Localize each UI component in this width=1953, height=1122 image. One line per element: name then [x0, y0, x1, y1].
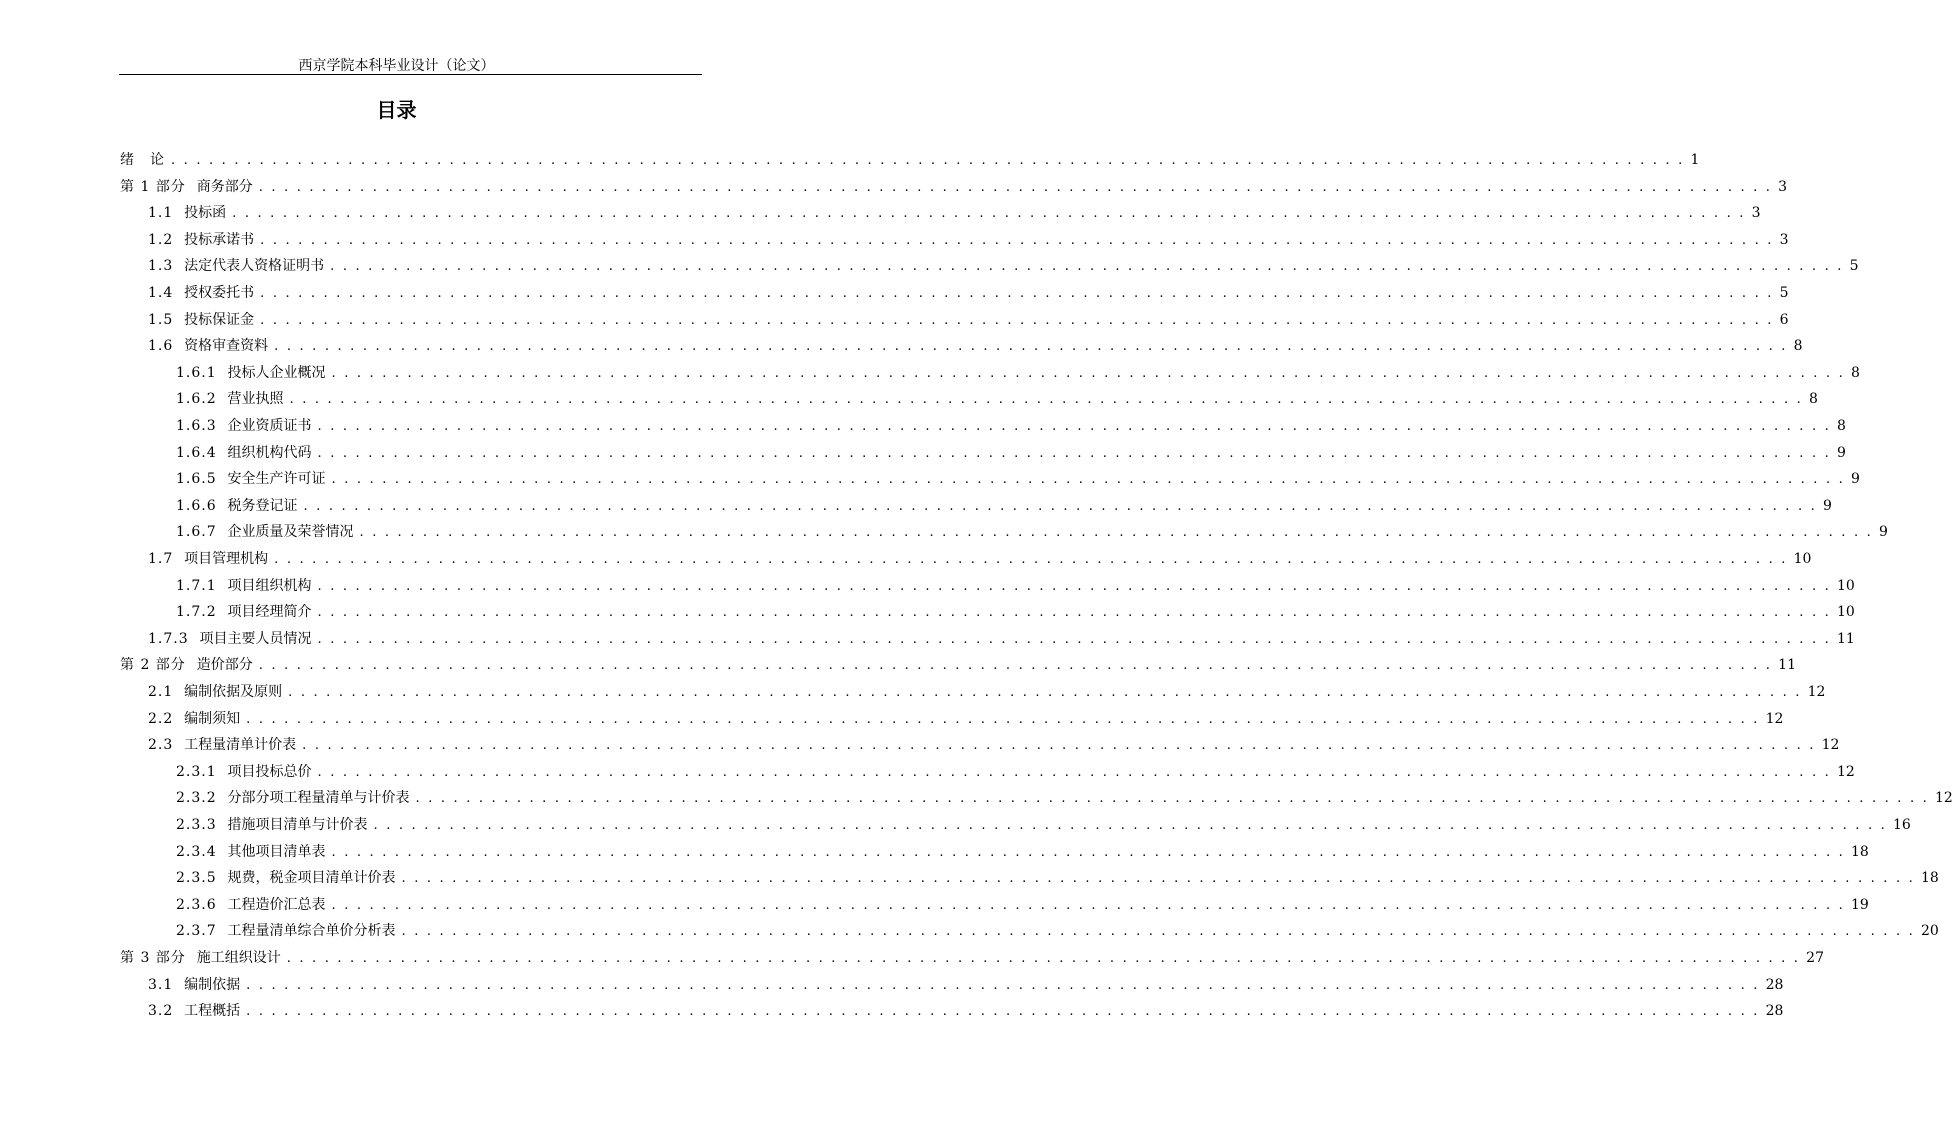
- toc-entry-number: 2.3.2: [176, 790, 228, 807]
- toc-entry-number: 绪 论: [120, 152, 165, 168]
- toc-entry[interactable]: [176, 840, 1869, 864]
- toc-entry[interactable]: [120, 653, 1796, 677]
- toc-entry[interactable]: [148, 228, 1789, 252]
- toc-entry-label: 项目主要人员情况: [199, 630, 312, 647]
- toc-entry-label: 组织机构代码: [227, 444, 312, 461]
- header-rule: [119, 74, 702, 75]
- toc-entry-number: 1.7: [148, 551, 185, 567]
- toc-entry[interactable]: [176, 866, 1939, 890]
- running-header-text: 西京学院本科毕业设计（论文）: [298, 58, 495, 74]
- toc-entry[interactable]: [176, 467, 1860, 491]
- toc-entry-number: 1.6.7: [176, 524, 228, 541]
- toc-entry-number: 1.5: [148, 311, 185, 328]
- toc-entry-label: 造价部分: [196, 657, 253, 674]
- dot-leader: . . . . . . . . . . . . . . . . . . . . . . . . . . . . . . . . . . . . . . . . . . . . . . . . . . . . . . . . . . . . . . . . . . . . . . . . . . . . . . . . . . . . . . . . . . . . . . . . . . . . . . . . . . . . . . . . . . . . . . . .: [246, 1004, 1760, 1020]
- toc-entry-page-number: 5: [1779, 285, 1789, 301]
- toc-entry[interactable]: [176, 494, 1832, 518]
- toc-entry-number: 1.6.3: [176, 418, 228, 434]
- toc-entry[interactable]: [148, 707, 1784, 731]
- toc-entry-number: 2.3.1: [176, 763, 228, 780]
- toc-entry-page-number: 19: [1850, 896, 1869, 913]
- toc-entry[interactable]: [148, 334, 1803, 358]
- toc-entry-number: 第 3 部分: [120, 950, 197, 966]
- toc-entry-page-number: 10: [1793, 551, 1812, 567]
- dot-leader: . . . . . . . . . . . . . . . . . . . . . . . . . . . . . . . . . . . . . . . . . . . . . . . . . . . . . . . . . . . . . . . . . . . . . . . . . . . . . . . . . . . . . . . . . . . . . . . . . . . . . . . . . . . . . . . . . . . . . . . .: [401, 924, 1915, 940]
- toc-entry-label: 投标承诺书: [184, 231, 255, 248]
- toc-entry-number: 1.3: [148, 258, 185, 275]
- toc-entry[interactable]: [176, 813, 1911, 837]
- toc-entry-number: 3.2: [148, 1003, 185, 1020]
- dot-leader: . . . . . . . . . . . . . . . . . . . . . . . . . . . . . . . . . . . . . . . . . . . . . . . . . . . . . . . . . . . . . . . . . . . . . . . . . . . . . . . . . . . . . . . . . . . . . . . . . . . . . . . . . . . . . . . . . . . . . . . .: [260, 312, 1774, 328]
- toc-entry-label: 工程概括: [184, 1003, 241, 1020]
- toc-entry-label: 营业执照: [227, 391, 284, 408]
- toc-entry-number: 1.6.4: [176, 444, 228, 461]
- dot-leader: . . . . . . . . . . . . . . . . . . . . . . . . . . . . . . . . . . . . . . . . . . . . . . . . . . . . . . . . . . . . . . . . . . . . . . . . . . . . . . . . . . . . . . . . . . . . . . . . . . . . . . . . . . . . . . . . . . . . . . . .: [258, 179, 1773, 195]
- toc-entry-label: 工程造价汇总表: [227, 896, 326, 913]
- dot-leader: . . . . . . . . . . . . . . . . . . . . . . . . . . . . . . . . . . . . . . . . . . . . . . . . . . . . . . . . . . . . . . . . . . . . . . . . . . . . . . . . . . . . . . . . . . . . . . . . . . . . . . . . . . . . . . . . . . . . . . . .: [171, 153, 1685, 168]
- toc-entry-page-number: 9: [1850, 471, 1860, 488]
- dot-leader: . . . . . . . . . . . . . . . . . . . . . . . . . . . . . . . . . . . . . . . . . . . . . . . . . . . . . . . . . . . . . . . . . . . . . . . . . . . . . . . . . . . . . . . . . . . . . . . . . . . . . . . . . . . . . . . . . . . . . . . .: [331, 897, 1845, 913]
- toc-entry[interactable]: [176, 520, 1888, 544]
- toc-entry[interactable]: [148, 733, 1840, 757]
- toc-entry[interactable]: [148, 627, 1855, 651]
- toc-entry[interactable]: [176, 786, 1953, 810]
- toc-entry-number: 2.2: [148, 710, 185, 727]
- toc-entry-number: 1.2: [148, 231, 185, 248]
- toc-entry-label: 工程量清单综合单价分析表: [227, 923, 396, 940]
- toc-entry-page-number: 9: [1878, 524, 1888, 541]
- dot-leader: . . . . . . . . . . . . . . . . . . . . . . . . . . . . . . . . . . . . . . . . . . . . . . . . . . . . . . . . . . . . . . . . . . . . . . . . . . . . . . . . . . . . . . . . . . . . . . . . . . . . . . . . . . . . . . . . . . . . . . . .: [302, 738, 1816, 754]
- toc-entry-page-number: 20: [1920, 923, 1939, 940]
- dot-leader: . . . . . . . . . . . . . . . . . . . . . . . . . . . . . . . . . . . . . . . . . . . . . . . . . . . . . . . . . . . . . . . . . . . . . . . . . . . . . . . . . . . . . . . . . . . . . . . . . . . . . . . . . . . . . . . . . . . . . . . .: [260, 232, 1774, 248]
- dot-leader: . . . . . . . . . . . . . . . . . . . . . . . . . . . . . . . . . . . . . . . . . . . . . . . . . . . . . . . . . . . . . . . . . . . . . . . . . . . . . . . . . . . . . . . . . . . . . . . . . . . . . . . . . . . . . . . . . . . . . . . .: [331, 844, 1845, 860]
- dot-leader: . . . . . . . . . . . . . . . . . . . . . . . . . . . . . . . . . . . . . . . . . . . . . . . . . . . . . . . . . . . . . . . . . . . . . . . . . . . . . . . . . . . . . . . . . . . . . . . . . . . . . . . . . . . . . . . . . . . . . . . .: [232, 206, 1746, 222]
- toc-entry[interactable]: [176, 600, 1855, 624]
- toc-entry-page-number: 16: [1892, 817, 1911, 833]
- toc-entry-number: 1.1: [148, 205, 185, 222]
- toc-entry-page-number: 12: [1765, 710, 1784, 727]
- toc-entry-page-number: 12: [1836, 763, 1855, 780]
- dot-leader: . . . . . . . . . . . . . . . . . . . . . . . . . . . . . . . . . . . . . . . . . . . . . . . . . . . . . . . . . . . . . . . . . . . . . . . . . . . . . . . . . . . . . . . . . . . . . . . . . . . . . . . . . . . . . . . . . . . . . . . .: [415, 791, 1929, 807]
- toc-entry-number: 2.3.5: [176, 870, 228, 887]
- toc-entry[interactable]: [176, 441, 1846, 465]
- toc-entry[interactable]: [148, 254, 1859, 278]
- toc-entry-label: 其他项目清单表: [227, 843, 326, 860]
- page-title: 目录: [376, 98, 417, 122]
- toc-entry-label: 商务部分: [196, 178, 253, 195]
- toc-entry[interactable]: [148, 973, 1784, 997]
- dot-leader: . . . . . . . . . . . . . . . . . . . . . . . . . . . . . . . . . . . . . . . . . . . . . . . . . . . . . . . . . . . . . . . . . . . . . . . . . . . . . . . . . . . . . . . . . . . . . . . . . . . . . . . . . . . . . . . . . . . . . . . .: [331, 365, 1845, 381]
- dot-leader: . . . . . . . . . . . . . . . . . . . . . . . . . . . . . . . . . . . . . . . . . . . . . . . . . . . . . . . . . . . . . . . . . . . . . . . . . . . . . . . . . . . . . . . . . . . . . . . . . . . . . . . . . . . . . . . . . . . . . . . .: [260, 286, 1774, 301]
- dot-leader: . . . . . . . . . . . . . . . . . . . . . . . . . . . . . . . . . . . . . . . . . . . . . . . . . . . . . . . . . . . . . . . . . . . . . . . . . . . . . . . . . . . . . . . . . . . . . . . . . . . . . . . . . . . . . . . . . . . . . . . .: [373, 818, 1887, 833]
- toc-entry[interactable]: [120, 175, 1788, 199]
- dot-leader: . . . . . . . . . . . . . . . . . . . . . . . . . . . . . . . . . . . . . . . . . . . . . . . . . . . . . . . . . . . . . . . . . . . . . . . . . . . . . . . . . . . . . . . . . . . . . . . . . . . . . . . . . . . . . . . . . . . . . . . .: [274, 339, 1788, 355]
- dot-leader: . . . . . . . . . . . . . . . . . . . . . . . . . . . . . . . . . . . . . . . . . . . . . . . . . . . . . . . . . . . . . . . . . . . . . . . . . . . . . . . . . . . . . . . . . . . . . . . . . . . . . . . . . . . . . . . . . . . . . . . .: [288, 685, 1802, 700]
- toc-entry-page-number: 3: [1779, 231, 1789, 248]
- toc-entry-page-number: 10: [1836, 577, 1855, 594]
- toc-entry-label: 投标函: [184, 205, 227, 222]
- toc-entry-number: 2.3.3: [176, 817, 228, 833]
- dot-leader: . . . . . . . . . . . . . . . . . . . . . . . . . . . . . . . . . . . . . . . . . . . . . . . . . . . . . . . . . . . . . . . . . . . . . . . . . . . . . . . . . . . . . . . . . . . . . . . . . . . . . . . . . . . . . . . . . . . . . . . .: [289, 392, 1803, 408]
- toc-entry[interactable]: [176, 414, 1846, 438]
- dot-leader: . . . . . . . . . . . . . . . . . . . . . . . . . . . . . . . . . . . . . . . . . . . . . . . . . . . . . . . . . . . . . . . . . . . . . . . . . . . . . . . . . . . . . . . . . . . . . . . . . . . . . . . . . . . . . . . . . . . . . . . .: [317, 445, 1831, 461]
- toc-entry-number: 1.6.1: [176, 364, 228, 381]
- toc-entry-label: 法定代表人资格证明书: [184, 258, 325, 275]
- toc-entry-label: 企业质量及荣誉情况: [227, 524, 354, 541]
- toc-entry-page-number: 18: [1920, 870, 1939, 887]
- dot-leader: . . . . . . . . . . . . . . . . . . . . . . . . . . . . . . . . . . . . . . . . . . . . . . . . . . . . . . . . . . . . . . . . . . . . . . . . . . . . . . . . . . . . . . . . . . . . . . . . . . . . . . . . . . . . . . . . . . . . . . . .: [317, 764, 1831, 780]
- toc-entry[interactable]: [176, 574, 1855, 598]
- toc-entry-label: 措施项目清单与计价表: [227, 817, 368, 833]
- toc-entry[interactable]: [176, 893, 1869, 917]
- toc-entry-label: 编制依据及原则: [184, 684, 283, 700]
- dot-leader: . . . . . . . . . . . . . . . . . . . . . . . . . . . . . . . . . . . . . . . . . . . . . . . . . . . . . . . . . . . . . . . . . . . . . . . . . . . . . . . . . . . . . . . . . . . . . . . . . . . . . . . . . . . . . . . . . . . . . . . .: [246, 711, 1760, 727]
- dot-leader: . . . . . . . . . . . . . . . . . . . . . . . . . . . . . . . . . . . . . . . . . . . . . . . . . . . . . . . . . . . . . . . . . . . . . . . . . . . . . . . . . . . . . . . . . . . . . . . . . . . . . . . . . . . . . . . . . . . . . . . .: [317, 631, 1831, 647]
- toc-entry-page-number: 11: [1778, 657, 1796, 674]
- dot-leader: . . . . . . . . . . . . . . . . . . . . . . . . . . . . . . . . . . . . . . . . . . . . . . . . . . . . . . . . . . . . . . . . . . . . . . . . . . . . . . . . . . . . . . . . . . . . . . . . . . . . . . . . . . . . . . . . . . . . . . . .: [258, 658, 1773, 674]
- toc-entry-page-number: 12: [1934, 790, 1953, 807]
- dot-leader: . . . . . . . . . . . . . . . . . . . . . . . . . . . . . . . . . . . . . . . . . . . . . . . . . . . . . . . . . . . . . . . . . . . . . . . . . . . . . . . . . . . . . . . . . . . . . . . . . . . . . . . . . . . . . . . . . . . . . . . .: [317, 419, 1831, 434]
- toc-entry-number: 2.3: [148, 737, 185, 754]
- toc-entry-label: 授权委托书: [184, 285, 255, 301]
- toc-entry-number: 2.1: [148, 684, 185, 700]
- toc-entry-label: 项目管理机构: [184, 551, 269, 567]
- toc-entry-page-number: 1: [1690, 152, 1700, 168]
- dot-leader: . . . . . . . . . . . . . . . . . . . . . . . . . . . . . . . . . . . . . . . . . . . . . . . . . . . . . . . . . . . . . . . . . . . . . . . . . . . . . . . . . . . . . . . . . . . . . . . . . . . . . . . . . . . . . . . . . . . . . . . .: [274, 552, 1788, 567]
- toc-entry-label: 分部分项工程量清单与计价表: [227, 790, 410, 807]
- toc-entry-label: 投标保证金: [184, 311, 255, 328]
- toc-entry[interactable]: [148, 201, 1761, 225]
- toc-entry[interactable]: [176, 919, 1939, 943]
- toc-entry-number: 第 1 部分: [120, 178, 197, 195]
- toc-entry-page-number: 27: [1806, 950, 1824, 966]
- toc-entry-number: 3.1: [148, 976, 185, 993]
- dot-leader: . . . . . . . . . . . . . . . . . . . . . . . . . . . . . . . . . . . . . . . . . . . . . . . . . . . . . . . . . . . . . . . . . . . . . . . . . . . . . . . . . . . . . . . . . . . . . . . . . . . . . . . . . . . . . . . . . . . . . . . .: [317, 605, 1831, 621]
- toc-entry-number: 2.3.6: [176, 896, 228, 913]
- toc-entry-label: 企业资质证书: [227, 418, 312, 434]
- toc-entry-label: 规费，税金项目清单计价表: [227, 870, 396, 887]
- toc-entry-number: 第 2 部分: [120, 657, 197, 674]
- toc-entry-label: 安全生产许可证: [227, 471, 326, 488]
- dot-leader: . . . . . . . . . . . . . . . . . . . . . . . . . . . . . . . . . . . . . . . . . . . . . . . . . . . . . . . . . . . . . . . . . . . . . . . . . . . . . . . . . . . . . . . . . . . . . . . . . . . . . . . . . . . . . . . . . . . . . . . .: [303, 498, 1817, 514]
- toc-entry-number: 1.7.3: [148, 630, 200, 647]
- toc-entry-page-number: 8: [1850, 364, 1860, 381]
- toc-entry-page-number: 8: [1836, 418, 1846, 434]
- toc-entry-label: 工程量清单计价表: [184, 737, 297, 754]
- dot-leader: . . . . . . . . . . . . . . . . . . . . . . . . . . . . . . . . . . . . . . . . . . . . . . . . . . . . . . . . . . . . . . . . . . . . . . . . . . . . . . . . . . . . . . . . . . . . . . . . . . . . . . . . . . . . . . . . . . . . . . . .: [330, 259, 1844, 275]
- toc-entry-number: 2.3.7: [176, 923, 228, 940]
- toc-entry-label: 项目投标总价: [227, 763, 312, 780]
- toc-entry-label: 项目组织机构: [227, 577, 312, 594]
- dot-leader: . . . . . . . . . . . . . . . . . . . . . . . . . . . . . . . . . . . . . . . . . . . . . . . . . . . . . . . . . . . . . . . . . . . . . . . . . . . . . . . . . . . . . . . . . . . . . . . . . . . . . . . . . . . . . . . . . . . . . . . .: [286, 951, 1801, 966]
- toc-entry-page-number: 28: [1765, 976, 1784, 993]
- toc-entry-page-number: 12: [1807, 684, 1826, 700]
- toc-entry-label: 施工组织设计: [196, 950, 281, 966]
- toc-entry-label: 编制须知: [184, 710, 241, 727]
- toc-entry[interactable]: [148, 547, 1812, 571]
- toc-entry-page-number: 8: [1793, 338, 1803, 355]
- toc-entry-label: 编制依据: [184, 976, 241, 993]
- running-header: [0, 56, 793, 76]
- toc-entry-page-number: 9: [1836, 444, 1846, 461]
- dot-leader: . . . . . . . . . . . . . . . . . . . . . . . . . . . . . . . . . . . . . . . . . . . . . . . . . . . . . . . . . . . . . . . . . . . . . . . . . . . . . . . . . . . . . . . . . . . . . . . . . . . . . . . . . . . . . . . . . . . . . . . .: [401, 871, 1915, 887]
- toc-entry-number: 2.3.4: [176, 843, 228, 860]
- toc-entry-label: 税务登记证: [227, 497, 298, 514]
- toc-entry[interactable]: [176, 387, 1818, 411]
- toc-entry-page-number: 6: [1779, 311, 1789, 328]
- dot-leader: . . . . . . . . . . . . . . . . . . . . . . . . . . . . . . . . . . . . . . . . . . . . . . . . . . . . . . . . . . . . . . . . . . . . . . . . . . . . . . . . . . . . . . . . . . . . . . . . . . . . . . . . . . . . . . . . . . . . . . . .: [317, 578, 1831, 594]
- toc-entry-number: 1.7.2: [176, 604, 228, 621]
- toc-entry-page-number: 5: [1849, 258, 1859, 275]
- toc-entry-page-number: 3: [1778, 178, 1788, 195]
- toc-entry-page-number: 18: [1850, 843, 1869, 860]
- toc-entry-number: 1.6.2: [176, 391, 228, 408]
- toc-entry-label: 资格审查资料: [184, 338, 269, 355]
- toc-entry-page-number: 11: [1836, 630, 1855, 647]
- toc-entry-page-number: 28: [1765, 1003, 1784, 1020]
- toc-entry[interactable]: [148, 999, 1784, 1023]
- toc-entry-page-number: 12: [1821, 737, 1840, 754]
- toc-entry[interactable]: [120, 946, 1824, 970]
- toc-entry[interactable]: [176, 361, 1860, 385]
- toc-entry-page-number: 8: [1808, 391, 1818, 408]
- toc-entry-label: 投标人企业概况: [227, 364, 326, 381]
- toc-entry-number: 1.6.5: [176, 471, 228, 488]
- toc-entry-number: 1.6: [148, 338, 185, 355]
- toc-entry-page-number: 10: [1836, 604, 1855, 621]
- dot-leader: . . . . . . . . . . . . . . . . . . . . . . . . . . . . . . . . . . . . . . . . . . . . . . . . . . . . . . . . . . . . . . . . . . . . . . . . . . . . . . . . . . . . . . . . . . . . . . . . . . . . . . . . . . . . . . . . . . . . . . . .: [246, 977, 1760, 993]
- toc-entry-number: 1.7.1: [176, 577, 228, 594]
- toc-entry-page-number: 9: [1822, 497, 1832, 514]
- toc-entry-page-number: 3: [1751, 205, 1761, 222]
- toc-entry-number: 1.6.6: [176, 497, 228, 514]
- toc-entry[interactable]: [148, 281, 1789, 305]
- dot-leader: . . . . . . . . . . . . . . . . . . . . . . . . . . . . . . . . . . . . . . . . . . . . . . . . . . . . . . . . . . . . . . . . . . . . . . . . . . . . . . . . . . . . . . . . . . . . . . . . . . . . . . . . . . . . . . . . . . . . . . . .: [359, 525, 1873, 541]
- toc-entry[interactable]: [120, 148, 1700, 172]
- toc-entry-label: 项目经理简介: [227, 604, 312, 621]
- toc-entry[interactable]: [148, 308, 1789, 332]
- dot-leader: . . . . . . . . . . . . . . . . . . . . . . . . . . . . . . . . . . . . . . . . . . . . . . . . . . . . . . . . . . . . . . . . . . . . . . . . . . . . . . . . . . . . . . . . . . . . . . . . . . . . . . . . . . . . . . . . . . . . . . . .: [331, 472, 1845, 488]
- toc-entry[interactable]: [148, 680, 1826, 704]
- toc-entry-number: 1.4: [148, 285, 185, 301]
- toc-entry[interactable]: [176, 760, 1855, 784]
